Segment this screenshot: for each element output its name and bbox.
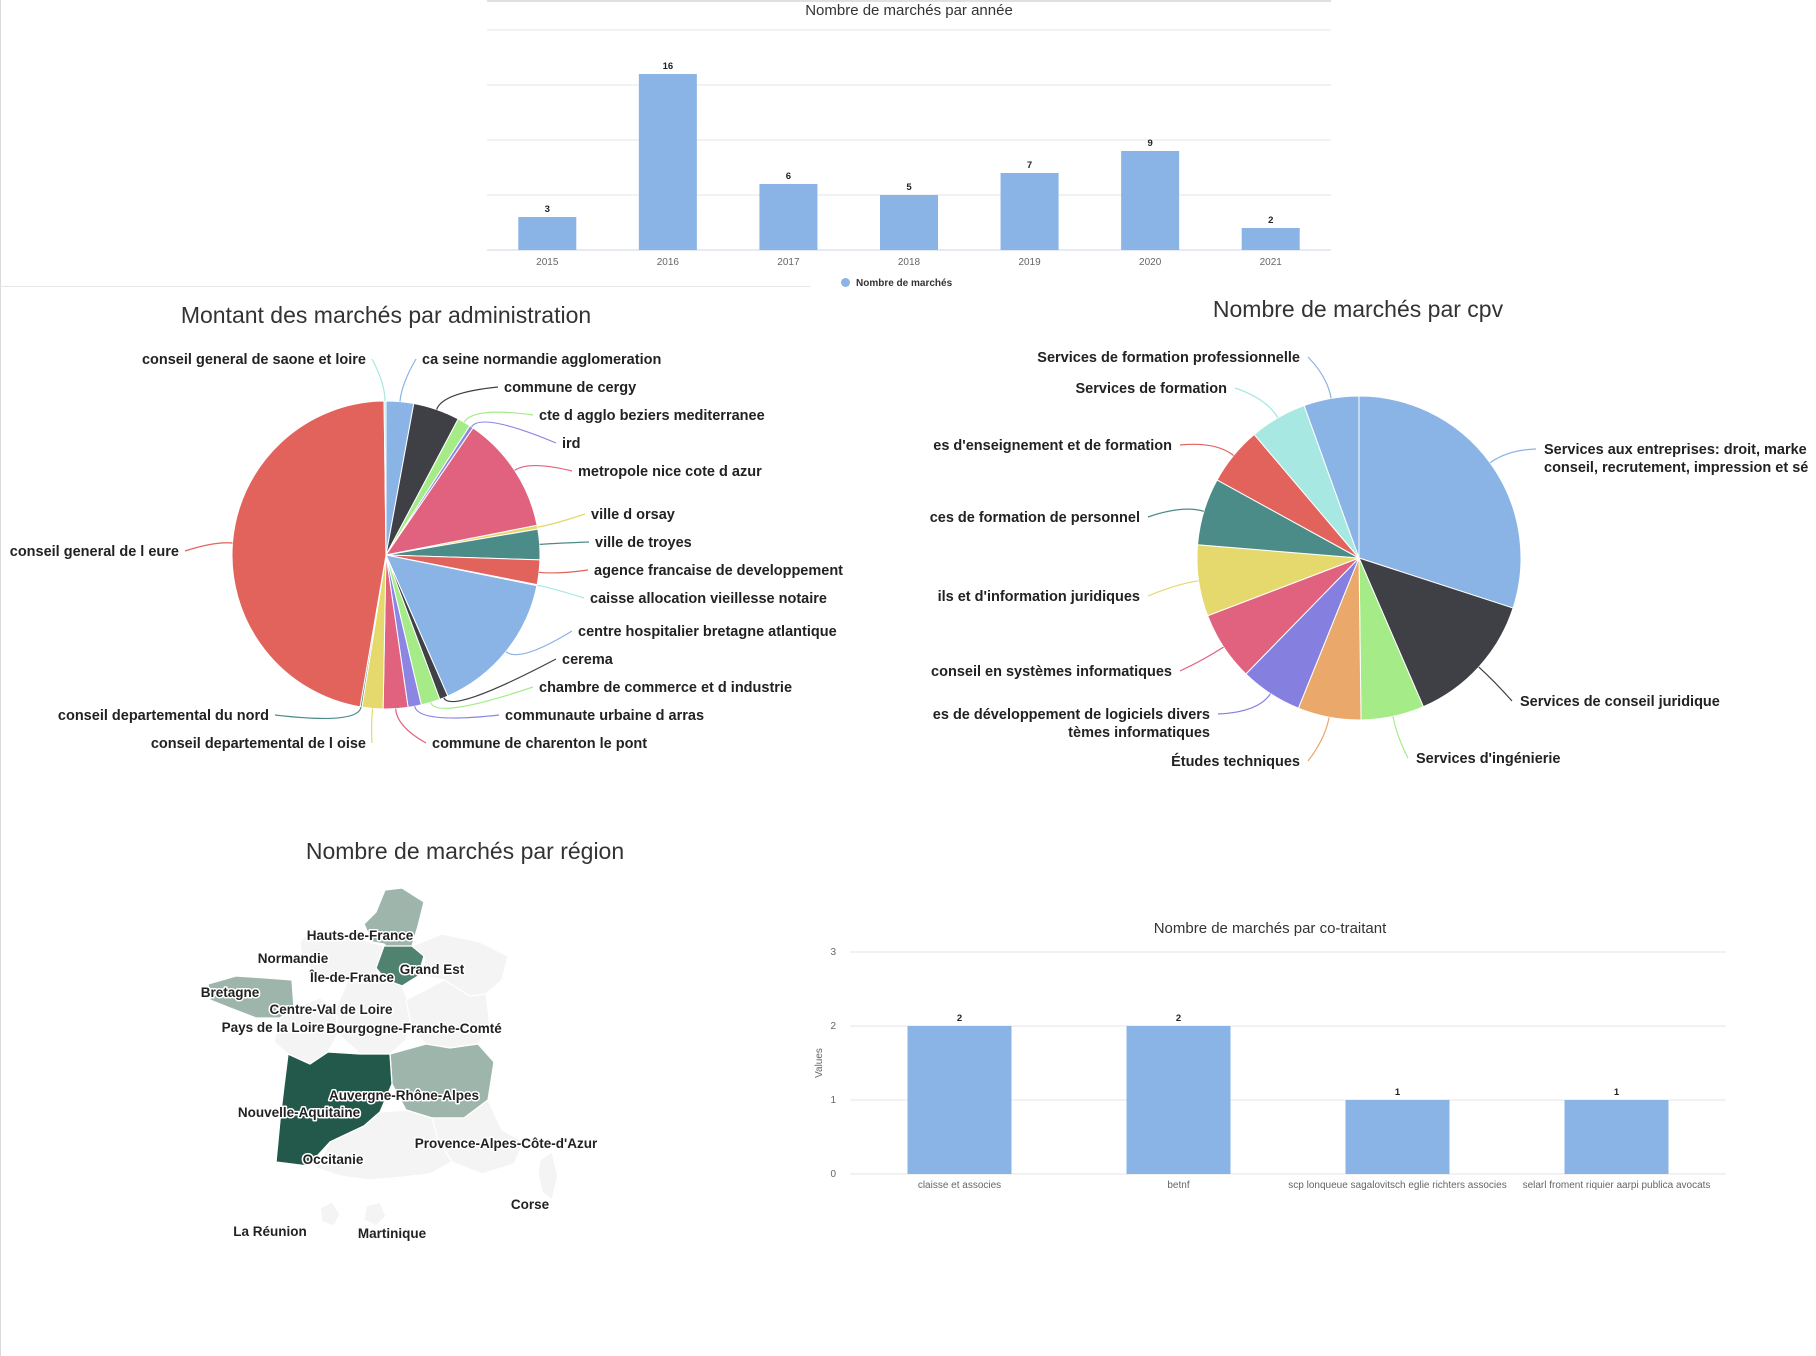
x-tick-label: selarl froment riquier aarpi publica avocats	[1522, 1180, 1711, 1191]
connector-line	[537, 585, 584, 598]
region-label: Occitanie	[302, 1152, 364, 1167]
map-region	[336, 980, 412, 1054]
region-label: Hauts-de-France	[306, 928, 414, 943]
legend-label: Nombre de marchés	[856, 278, 953, 289]
connector-line	[1479, 667, 1512, 701]
bar	[908, 1026, 1012, 1174]
slice-label: Services de conseil juridique	[1520, 694, 1720, 710]
pie-chart-administration	[0, 290, 900, 790]
connector-line	[1393, 716, 1408, 758]
region-label: Martinique	[357, 1226, 427, 1241]
bar	[1565, 1100, 1669, 1174]
chart-par-region	[180, 830, 740, 1330]
chart-title: Montant des marchés par administration	[180, 302, 592, 328]
connector-line	[515, 466, 572, 471]
data-label: 7	[1026, 160, 1033, 171]
connector-line	[1308, 717, 1329, 761]
x-tick-label: 2016	[656, 257, 679, 268]
data-label: 2	[1268, 215, 1274, 226]
data-label: 9	[1147, 138, 1153, 149]
slice-label-line2: tèmes informatiques	[1068, 725, 1210, 741]
region-label: Corse	[510, 1197, 550, 1212]
y-tick-label: 0	[830, 1169, 836, 1180]
bar	[1127, 1026, 1231, 1174]
map-region	[364, 1202, 386, 1226]
bar	[759, 184, 817, 250]
data-label: 1	[1394, 1087, 1401, 1098]
slice-label: cte d agglo beziers mediterranee	[539, 408, 765, 424]
x-tick-label: 2021	[1259, 257, 1282, 268]
slice-label: ca seine normandie agglomeration	[422, 352, 662, 368]
slice-label: ils et d'information juridiques	[937, 589, 1140, 605]
connector-line	[415, 706, 499, 718]
connector-line	[539, 570, 588, 573]
y-tick-label: 1	[830, 1095, 836, 1106]
connector-line	[537, 514, 585, 527]
region-label: Provence-Alpes-Côte-d'Azur	[414, 1136, 598, 1151]
region-label: Grand Est	[399, 962, 465, 977]
connector-line	[1148, 509, 1204, 517]
chart-title: Nombre de marchés par cpv	[1212, 296, 1504, 322]
slice-label: es de développement de logiciels divers	[932, 707, 1210, 723]
x-tick-label: 2019	[1018, 257, 1041, 268]
bar	[639, 74, 697, 250]
connector-line	[400, 359, 416, 402]
slice-label: communaute urbaine d arras	[505, 708, 705, 724]
chart-par-cpv	[922, 290, 1816, 790]
slice-label: commune de cergy	[504, 380, 637, 396]
data-label: 1	[1613, 1087, 1620, 1098]
connector-line	[437, 387, 498, 410]
connector-line	[1148, 581, 1199, 596]
connector-line	[1218, 694, 1270, 714]
region-label: Île-de-France	[309, 970, 395, 985]
bar	[1121, 151, 1179, 250]
connector-line	[1235, 388, 1278, 418]
connector-line	[372, 708, 373, 743]
bar	[1346, 1100, 1450, 1174]
data-label: 3	[544, 204, 550, 215]
connector-line	[464, 412, 533, 422]
map-region	[538, 1152, 558, 1200]
chart-par-annee	[487, 0, 1331, 290]
x-tick-label: 2020	[1139, 257, 1162, 268]
connector-line	[1180, 647, 1224, 671]
chart-title: Nombre de marchés par co-traitant	[1153, 920, 1387, 937]
region-label: La Réunion	[233, 1224, 307, 1239]
x-tick-label: 2017	[777, 257, 800, 268]
connector-line	[372, 359, 385, 401]
slice-label: chambre de commerce et d industrie	[539, 680, 793, 696]
data-label: 5	[906, 182, 912, 193]
slice-label: Services aux entreprises: droit, marke	[1544, 442, 1807, 458]
slice-label: centre hospitalier bretagne atlantique	[578, 624, 837, 640]
slice-label: ville d orsay	[591, 507, 675, 523]
region-label: Bretagne	[200, 985, 260, 1000]
slice-label: agence francaise de developpement	[594, 563, 844, 579]
bar	[1001, 173, 1059, 250]
legend[interactable]	[841, 278, 952, 289]
y-tick-label: 2	[830, 1021, 836, 1032]
region-label: Centre-Val de Loire	[269, 1002, 393, 1017]
chart-title: Nombre de marchés par année	[805, 2, 1013, 19]
x-tick-label: 2018	[897, 257, 921, 268]
region-label: Normandie	[257, 951, 329, 966]
pie-chart-cpv	[922, 290, 1816, 790]
x-tick-label: claisse et associes	[917, 1180, 1002, 1191]
pie-slice	[232, 401, 386, 707]
region-label: Pays de la Loire	[221, 1020, 325, 1035]
slice-label: Services de formation professionnelle	[1037, 350, 1300, 366]
region-label: Bourgogne-Franche-Comté	[326, 1021, 502, 1036]
region-map	[180, 830, 740, 1330]
slice-label: conseil general de saone et loire	[141, 352, 366, 368]
connector-line	[1490, 449, 1536, 463]
connector-line	[540, 542, 589, 544]
data-label: 2	[956, 1013, 963, 1024]
region-label: Nouvelle-Aquitaine	[237, 1105, 361, 1120]
bar-chart-cotraitant	[800, 910, 1800, 1210]
slice-label: Services de formation	[1075, 381, 1227, 397]
chart-par-cotraitant	[800, 910, 1800, 1210]
slice-label: Services d'ingénierie	[1416, 751, 1561, 767]
chart-title: Nombre de marchés par région	[305, 838, 625, 864]
slice-label: caisse allocation vieillesse notaire	[590, 591, 827, 607]
data-label: 2	[1175, 1013, 1182, 1024]
slice-label: conseil departemental du nord	[57, 708, 269, 724]
slice-label: ird	[562, 436, 581, 452]
bar	[1242, 228, 1300, 250]
slice-label: conseil en systèmes informatiques	[931, 664, 1172, 680]
bar	[518, 217, 576, 250]
slice-label-line2: conseil, recrutement, impression et sé	[1544, 460, 1809, 476]
connector-line	[185, 543, 232, 551]
legend-marker	[841, 278, 850, 287]
map-region	[320, 1202, 340, 1226]
bar-chart-annee	[487, 0, 1331, 290]
y-axis-title: Values	[814, 1048, 825, 1078]
x-tick-label: scp lonqueue sagalovitsch eglie richters associes	[1288, 1180, 1507, 1191]
x-tick-label: 2015	[536, 257, 559, 268]
slice-label: commune de charenton le pont	[432, 736, 648, 752]
connector-line	[1180, 444, 1234, 455]
slice-label: ces de formation de personnel	[929, 510, 1140, 526]
slice-label: Études techniques	[1171, 754, 1300, 770]
region-label: Auvergne-Rhône-Alpes	[328, 1088, 480, 1103]
connector-line	[275, 707, 361, 718]
slice-label: ville de troyes	[595, 535, 692, 551]
slice-label: conseil general de l eure	[9, 544, 179, 560]
x-tick-label: betnf	[1167, 1180, 1190, 1191]
data-label: 6	[785, 171, 792, 182]
slice-label: metropole nice cote d azur	[578, 464, 762, 480]
connector-line	[1308, 357, 1331, 398]
data-label: 16	[662, 61, 674, 72]
bar	[880, 195, 938, 250]
y-tick-label: 3	[830, 947, 836, 958]
slice-label: cerema	[562, 652, 613, 668]
slice-label: conseil departemental de l oise	[150, 736, 366, 752]
chart-par-administration	[0, 290, 900, 790]
slice-label: es d'enseignement et de formation	[933, 438, 1172, 454]
